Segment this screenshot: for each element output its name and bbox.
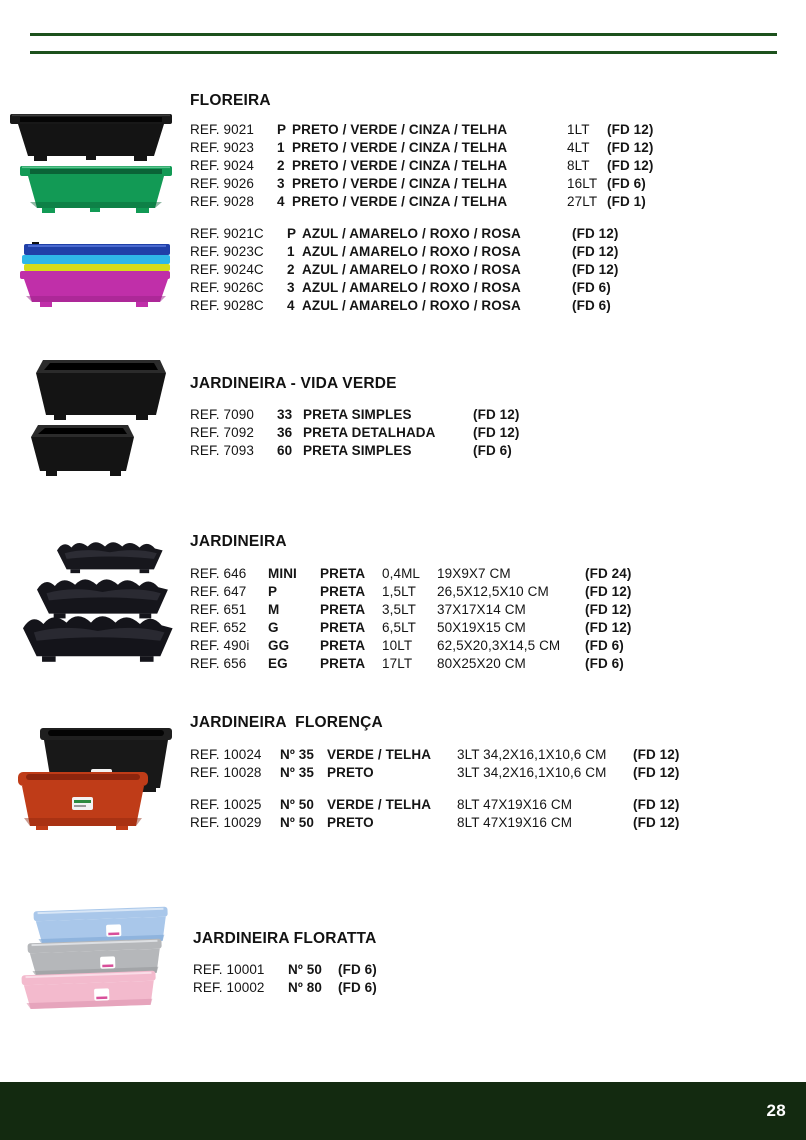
dimensions-cell: 62,5X20,3X14,5 CM <box>437 638 561 653</box>
ref-cell: REF. 656 <box>190 656 247 671</box>
size-cell: Nº 50 <box>288 962 322 977</box>
ref-cell: REF. 652 <box>190 620 247 635</box>
ref-cell: REF. 9026 <box>190 176 254 191</box>
dimensions-cell: 50X19X15 CM <box>437 620 526 635</box>
ref-cell: REF. 7090 <box>190 407 254 422</box>
florenca-table-n35 <box>190 746 679 782</box>
ref-cell: REF. 9024C <box>190 262 264 277</box>
size-cell: GG <box>268 638 290 653</box>
colors-cell: PRETO / VERDE / CINZA / TELHA <box>292 122 508 137</box>
table-row <box>190 655 631 673</box>
color-cell: VERDE / TELHA <box>327 797 432 812</box>
size-cell: Nº 80 <box>288 980 322 995</box>
section-title-florenca: JARDINEIRA FLORENÇA <box>190 714 383 731</box>
size-cell: 36 <box>277 425 293 440</box>
colors-cell: AZUL / AMARELO / ROXO / ROSA <box>302 298 521 313</box>
pack-cell: (FD 12) <box>585 620 632 635</box>
size-cell: 2 <box>287 262 295 277</box>
size-cell: P <box>268 584 278 599</box>
page-number: 28 <box>766 1101 786 1120</box>
capacity-cell: 16LT <box>567 176 598 191</box>
pack-cell: (FD 6) <box>572 280 611 295</box>
table-row <box>190 619 631 637</box>
table-row <box>190 157 653 175</box>
pack-cell: (FD 1) <box>607 194 646 209</box>
size-cell: EG <box>268 656 288 671</box>
capacity-cell: 0,4ML <box>382 566 421 581</box>
dimensions-cell: 8LT 47X19X16 CM <box>457 815 573 830</box>
ref-cell: REF. 10002 <box>193 980 265 995</box>
ref-cell: REF. 9023 <box>190 140 254 155</box>
floreira-black-planter-image <box>10 112 172 164</box>
size-cell: 3 <box>277 176 285 191</box>
pack-cell: (FD 6) <box>585 656 624 671</box>
dimensions-cell: 26,5X12,5X10 CM <box>437 584 549 599</box>
pack-cell: (FD 12) <box>607 122 654 137</box>
desc-cell: PRETA SIMPLES <box>303 407 412 422</box>
dimensions-cell: 3LT 34,2X16,1X10,6 CM <box>457 747 607 762</box>
dimensions-cell: 3LT 34,2X16,1X10,6 CM <box>457 765 607 780</box>
capacity-cell: 27LT <box>567 194 598 209</box>
floreira-color-stack-image <box>18 242 174 308</box>
colors-cell: PRETO / VERDE / CINZA / TELHA <box>292 140 508 155</box>
capacity-cell: 3,5LT <box>382 602 417 617</box>
colors-cell: PRETO / VERDE / CINZA / TELHA <box>292 194 508 209</box>
table-row <box>190 637 631 655</box>
ref-cell: REF. 10028 <box>190 765 262 780</box>
capacity-cell: 1LT <box>567 122 590 137</box>
table-row <box>190 406 519 424</box>
dimensions-cell: 37X17X14 CM <box>437 602 526 617</box>
capacity-cell: 17LT <box>382 656 413 671</box>
capacity-cell: 6,5LT <box>382 620 417 635</box>
size-cell: 4 <box>287 298 295 313</box>
pack-cell: (FD 6) <box>338 980 377 995</box>
table-row <box>193 961 377 979</box>
table-row <box>190 193 653 211</box>
size-cell: MINI <box>268 566 297 581</box>
size-cell: 1 <box>287 244 295 259</box>
ref-cell: REF. 10029 <box>190 815 262 830</box>
desc-cell: PRETA SIMPLES <box>303 443 412 458</box>
ref-cell: REF. 7092 <box>190 425 254 440</box>
table-row <box>190 175 653 193</box>
section-title-floratta: JARDINEIRA FLORATTA <box>193 930 377 947</box>
table-row <box>190 601 631 619</box>
size-cell: Nº 35 <box>280 747 314 762</box>
vida-verde-planters-image <box>28 355 168 480</box>
product-label-sticker <box>100 956 115 969</box>
capacity-cell: 4LT <box>567 140 590 155</box>
color-cell: PRETA <box>320 602 366 617</box>
pack-cell: (FD 6) <box>607 176 646 191</box>
table-row <box>190 261 618 279</box>
colors-cell: AZUL / AMARELO / ROXO / ROSA <box>302 226 521 241</box>
floreira-green-planter-image <box>20 164 172 216</box>
pack-cell: (FD 12) <box>473 425 520 440</box>
table-row <box>190 121 653 139</box>
pack-cell: (FD 12) <box>607 140 654 155</box>
table-row <box>190 583 631 601</box>
size-cell: 60 <box>277 443 293 458</box>
color-cell: PRETA <box>320 620 366 635</box>
ref-cell: REF. 10024 <box>190 747 262 762</box>
ref-cell: REF. 9021C <box>190 226 264 241</box>
product-label-sticker <box>94 988 109 1001</box>
ref-cell: REF. 9024 <box>190 158 254 173</box>
table-row <box>190 225 618 243</box>
floreira-colors-table <box>190 225 618 315</box>
colors-cell: AZUL / AMARELO / ROXO / ROSA <box>302 262 521 277</box>
colors-cell: PRETO / VERDE / CINZA / TELHA <box>292 176 508 191</box>
table-row <box>190 442 519 460</box>
capacity-cell: 8LT <box>567 158 590 173</box>
pack-cell: (FD 12) <box>633 747 680 762</box>
product-label-sticker <box>106 924 121 937</box>
color-cell: PRETA <box>320 638 366 653</box>
pack-cell: (FD 12) <box>585 584 632 599</box>
product-label-sticker <box>72 797 93 810</box>
pack-cell: (FD 6) <box>338 962 377 977</box>
pack-cell: (FD 12) <box>633 815 680 830</box>
size-cell: Nº 50 <box>280 815 314 830</box>
color-cell: PRETO <box>327 815 374 830</box>
ref-cell: REF. 9021 <box>190 122 254 137</box>
ref-cell: REF. 9028 <box>190 194 254 209</box>
desc-cell: PRETA DETALHADA <box>303 425 436 440</box>
size-cell: P <box>277 122 287 137</box>
colors-cell: PRETO / VERDE / CINZA / TELHA <box>292 158 508 173</box>
size-cell: 33 <box>277 407 293 422</box>
capacity-cell: 10LT <box>382 638 413 653</box>
color-cell: PRETO <box>327 765 374 780</box>
table-row <box>190 424 519 442</box>
ref-cell: REF. 10001 <box>193 962 265 977</box>
dimensions-cell: 8LT 47X19X16 CM <box>457 797 573 812</box>
size-cell: M <box>268 602 280 617</box>
color-cell: PRETA <box>320 656 366 671</box>
table-row <box>190 243 618 261</box>
table-row <box>190 279 618 297</box>
floratta-table <box>193 961 377 997</box>
pack-cell: (FD 12) <box>633 765 680 780</box>
size-cell: Nº 50 <box>280 797 314 812</box>
table-row <box>190 814 679 832</box>
table-row <box>190 565 631 583</box>
colors-cell: AZUL / AMARELO / ROXO / ROSA <box>302 244 521 259</box>
capacity-cell: 1,5LT <box>382 584 417 599</box>
ref-cell: REF. 7093 <box>190 443 254 458</box>
ref-cell: REF. 10025 <box>190 797 262 812</box>
table-row <box>193 979 377 997</box>
ref-cell: REF. 9028C <box>190 298 264 313</box>
florenca-table-n50 <box>190 796 679 832</box>
size-cell: 4 <box>277 194 285 209</box>
pack-cell: (FD 12) <box>607 158 654 173</box>
floratta-planters-image <box>20 905 172 1010</box>
ref-cell: REF. 646 <box>190 566 247 581</box>
floreira-table <box>190 121 653 211</box>
table-row <box>190 746 679 764</box>
pack-cell: (FD 12) <box>572 262 619 277</box>
pack-cell: (FD 6) <box>585 638 624 653</box>
size-cell: 2 <box>277 158 285 173</box>
section-title-vida-verde: JARDINEIRA - VIDA VERDE <box>190 375 397 392</box>
table-row <box>190 139 653 157</box>
ref-cell: REF. 490i <box>190 638 250 653</box>
size-cell: G <box>268 620 279 635</box>
pack-cell: (FD 6) <box>473 443 512 458</box>
dimensions-cell: 19X9X7 CM <box>437 566 511 581</box>
size-cell: 1 <box>277 140 285 155</box>
pack-cell: (FD 12) <box>633 797 680 812</box>
pack-cell: (FD 12) <box>585 602 632 617</box>
florenca-planters-image <box>12 720 177 835</box>
top-rule-lower <box>30 51 777 54</box>
color-cell: VERDE / TELHA <box>327 747 432 762</box>
pack-cell: (FD 12) <box>572 226 619 241</box>
ref-cell: REF. 9023C <box>190 244 264 259</box>
dimensions-cell: 80X25X20 CM <box>437 656 526 671</box>
table-row <box>190 796 679 814</box>
footer-bar <box>0 1082 806 1140</box>
top-rule-upper <box>30 33 777 36</box>
ref-cell: REF. 647 <box>190 584 247 599</box>
table-row <box>190 297 618 315</box>
section-title-floreira: FLOREIRA <box>190 92 271 109</box>
colors-cell: AZUL / AMARELO / ROXO / ROSA <box>302 280 521 295</box>
color-cell: PRETA <box>320 584 366 599</box>
ref-cell: REF. 9026C <box>190 280 264 295</box>
size-cell: 3 <box>287 280 295 295</box>
section-title-jardineira: JARDINEIRA <box>190 533 287 550</box>
size-cell: P <box>287 226 297 241</box>
color-cell: PRETA <box>320 566 366 581</box>
table-row <box>190 764 679 782</box>
pack-cell: (FD 12) <box>473 407 520 422</box>
pack-cell: (FD 12) <box>572 244 619 259</box>
pack-cell: (FD 24) <box>585 566 632 581</box>
jardineira-table <box>190 565 631 673</box>
ref-cell: REF. 651 <box>190 602 247 617</box>
pack-cell: (FD 6) <box>572 298 611 313</box>
jardineira-scalloped-planters-image <box>20 536 175 664</box>
size-cell: Nº 35 <box>280 765 314 780</box>
vida-verde-table <box>190 406 519 460</box>
